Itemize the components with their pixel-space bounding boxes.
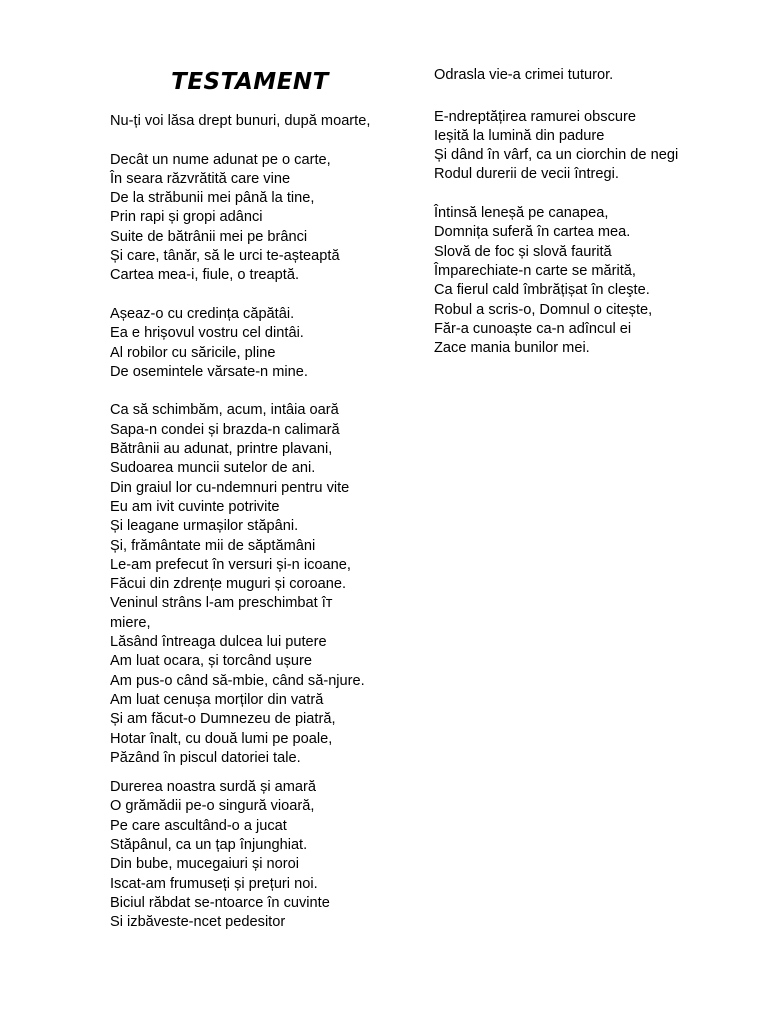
verse-line: Robul a scris-o, Domnul o citește, xyxy=(434,301,653,318)
verse-line: E-ndreptățirea ramurei obscure xyxy=(434,108,636,125)
poem-title: TESTAMENT xyxy=(171,69,329,95)
verse-line: Și care, tânăr, să le urci te-așteaptă xyxy=(110,248,340,265)
stanza-3 xyxy=(110,401,410,768)
verse-line: Păzând în piscul datoriei tale. xyxy=(110,749,301,766)
stanza-4 xyxy=(110,778,410,932)
verse-line: O grămădii pe-o singură vioară, xyxy=(110,798,315,815)
right-stanza-2 xyxy=(434,204,734,358)
verse-line: Bătrânii au adunat, printre plavani, xyxy=(110,441,333,458)
verse-line: Cartea mea-i, fiule, o treaptă. xyxy=(110,267,299,284)
verse-line: Al robilor cu săricile, pline xyxy=(110,344,276,361)
verse-line: Suite de bătrânii mei pe brânci xyxy=(110,228,308,245)
verse-line: Și am făcut-o Dumnezeu de piatră, xyxy=(110,711,336,728)
opening-line: Odrasla vie-a crimei tuturor. xyxy=(434,67,614,83)
verse-line: Din graiul lor cu-ndemnuri pentru vite xyxy=(110,479,350,496)
verse-line: Și dând în vârf, ca un ciorchin de negi xyxy=(434,147,679,164)
stanza-1 xyxy=(110,151,410,286)
verse-line: Hotar înalt, cu două lumi pe poale, xyxy=(110,730,333,747)
intro-line: Nu-ți voi lăsa drept bunuri, după moarte, xyxy=(110,113,371,129)
verse-line: Sudoarea muncii sutelor de ani. xyxy=(110,460,316,477)
verse-line: Prin rapi și gropi adânci xyxy=(110,209,263,226)
verse-line: Am luat ocara, și torcând ușure xyxy=(110,653,312,670)
verse-line: Din bube, mucegaiuri și noroi xyxy=(110,856,300,873)
verse-line: Împarechiate-n carte se mărită, xyxy=(434,262,636,279)
verse-line: Decât un nume adunat pe o carte, xyxy=(110,151,331,168)
verse-line: Durerea noastra surdă și amară xyxy=(110,779,317,796)
verse-line: Zace mania bunilor mei. xyxy=(434,340,590,357)
verse-line: Și leagane urmașilor stăpâni. xyxy=(110,518,299,535)
verse-line: Întinsă leneșă pe canapea, xyxy=(434,205,609,222)
verse-line: Eu am ivit cuvinte potrivite xyxy=(110,498,280,515)
verse-line: În seara răzvrătită care vine xyxy=(110,170,291,187)
verse-line: Domnița suferă în cartea mea. xyxy=(434,224,631,241)
verse-line: Făr-a cunoaște ca-n adîncul ei xyxy=(434,320,632,337)
verse-line: Rodul durerii de vecii întregi. xyxy=(434,166,619,183)
verse-line: Și, frământate mii de săptămâni xyxy=(110,537,316,554)
verse-line: Veninul strâns l-am preschimbat îт xyxy=(110,595,333,612)
verse-line: Pe care ascultând-o a jucat xyxy=(110,817,287,834)
verse-line: Si izbăveste-ncet pedesitor xyxy=(110,914,286,931)
verse-line: Le-am prefecut în versuri și-n icoane, xyxy=(110,556,351,573)
verse-line: Ca să schimbăm, acum, intâia oară xyxy=(110,402,339,419)
verse-line: Sapa-n condei și brazda-n calimară xyxy=(110,421,340,438)
verse-line: Iscat-am frumuseți și prețuri noi. xyxy=(110,875,318,892)
verse-line: Ieșită la lumină din padure xyxy=(434,127,605,144)
right-stanza-1 xyxy=(434,108,734,185)
verse-line: Așeaz-o cu credința căpătâi. xyxy=(110,305,295,322)
verse-line: Ca fierul cald îmbrățișat în cleşte. xyxy=(434,282,650,299)
verse-line: Ea e hrișovul vostru cel dintâi. xyxy=(110,325,304,342)
verse-line: Stăpânul, ca un țap înjunghiat. xyxy=(110,836,308,853)
verse-line: De osemintele vărsate-n mine. xyxy=(110,363,308,380)
verse-line: Biciul răbdat se-ntoarce în cuvinte xyxy=(110,894,330,911)
verse-line: De la străbunii mei până la tine, xyxy=(110,190,315,207)
left-column xyxy=(110,112,410,932)
verse-line: Slovă de foc și slovă faurită xyxy=(434,243,612,260)
verse-line: Lăsând întreaga dulcea lui putere xyxy=(110,634,327,651)
verse-line: Făcui din zdrențe muguri și coroane. xyxy=(110,576,347,593)
verse-line: miere, xyxy=(110,614,151,631)
right-column xyxy=(434,66,734,358)
stanza-2 xyxy=(110,305,410,382)
verse-line: Am pus-o când să-mbie, când să-njure. xyxy=(110,672,365,689)
verse-line: Am luat cenușa morților din vatră xyxy=(110,691,324,708)
